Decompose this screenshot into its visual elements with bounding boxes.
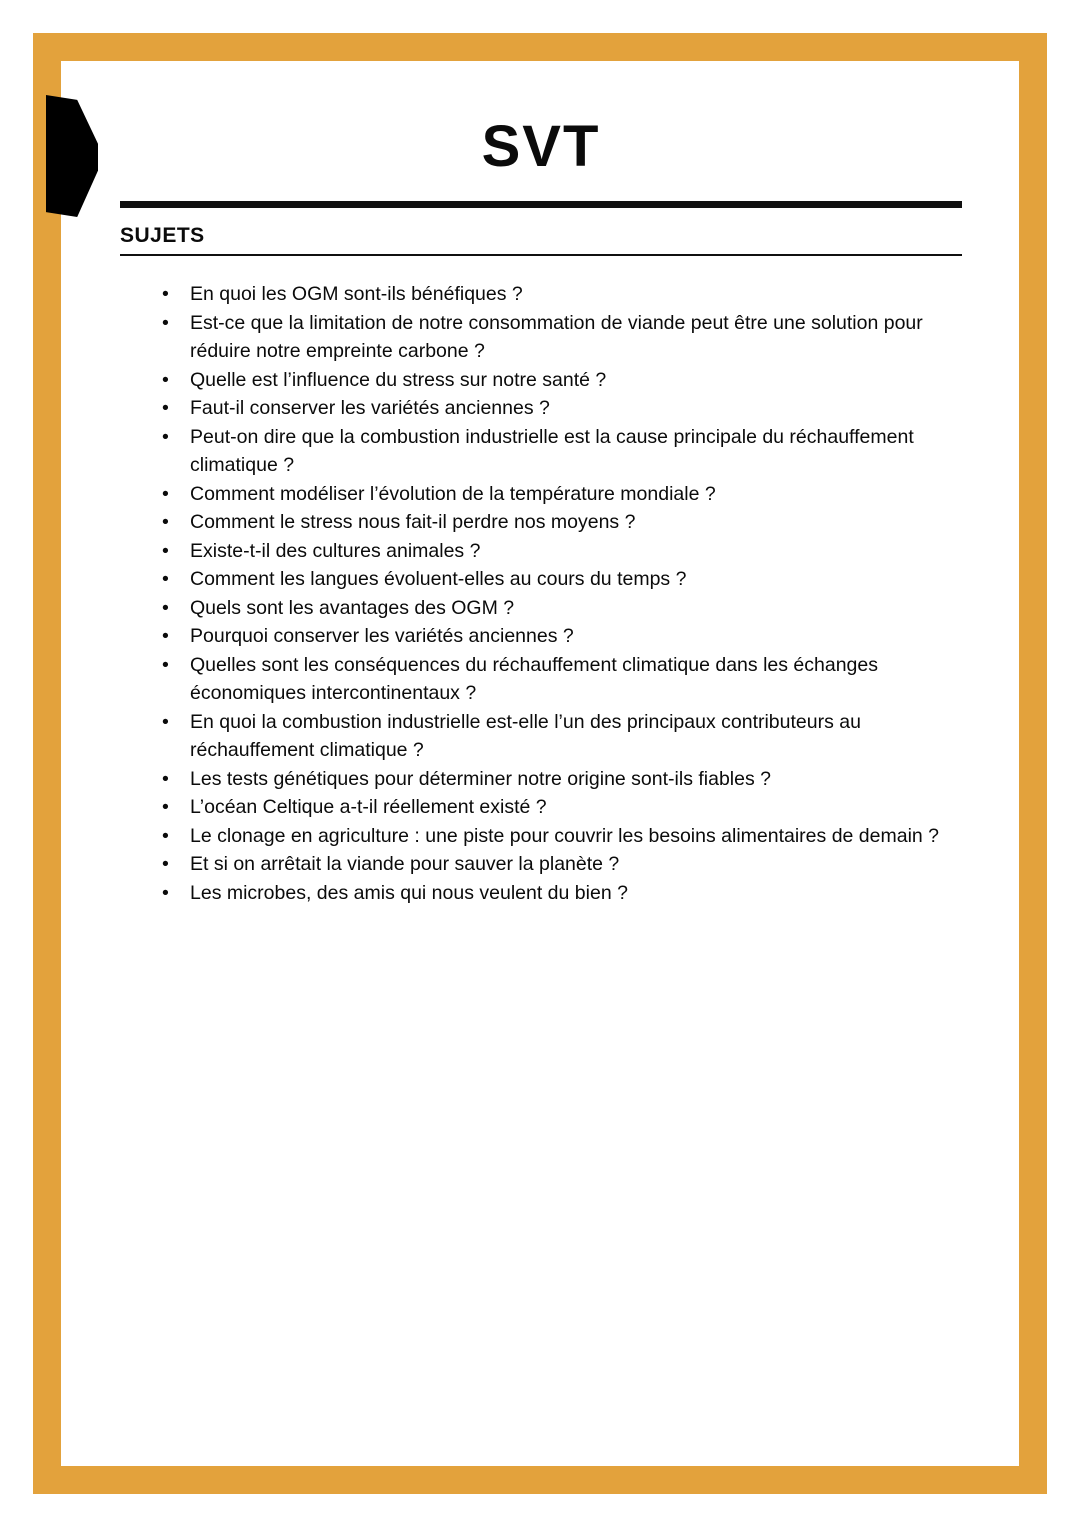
list-item: • Comment les langues évoluent-elles au cours du temps ? — [190, 565, 942, 594]
list-item: • L’océan Celtique a-t-il réellement existé ? — [190, 793, 942, 822]
page-content — [120, 60, 962, 907]
section-heading: SUJETS — [120, 224, 962, 256]
list-item: • Comment modéliser l’évolution de la température mondiale ? — [190, 480, 942, 509]
list-item: • Comment le stress nous fait-il perdre nos moyens ? — [190, 508, 942, 537]
list-item: • Existe-t-il des cultures animales ? — [190, 537, 942, 566]
list-item: • Les microbes, des amis qui nous veulent du bien ? — [190, 879, 942, 908]
list-item: • Quelles sont les conséquences du réchauffement climatique dans les échanges économiques intercontinentaux ? — [190, 651, 942, 708]
list-item: • Pourquoi conserver les variétés anciennes ? — [190, 622, 942, 651]
list-item: • Quels sont les avantages des OGM ? — [190, 594, 942, 623]
subjects-list — [120, 280, 952, 907]
list-item: • Le clonage en agriculture : une piste pour couvrir les besoins alimentaires de demain ? — [190, 822, 942, 851]
list-item: • Est-ce que la limitation de notre consommation de viande peut être une solution pour réduire notre empreinte carbone ? — [190, 309, 942, 366]
list-item: • Les tests génétiques pour déterminer notre origine sont-ils fiables ? — [190, 765, 942, 794]
list-item: • En quoi les OGM sont-ils bénéfiques ? — [190, 280, 942, 309]
list-item: • En quoi la combustion industrielle est-elle l’un des principaux contributeurs au réchauffement climatique ? — [190, 708, 942, 765]
list-item: • Quelle est l’influence du stress sur notre santé ? — [190, 366, 942, 395]
title-divider — [120, 201, 962, 208]
list-item: • Et si on arrêtait la viande pour sauver la planète ? — [190, 850, 942, 879]
list-item: • Faut-il conserver les variétés anciennes ? — [190, 394, 942, 423]
list-item: • Peut-on dire que la combustion industrielle est la cause principale du réchauffement climatique ? — [190, 423, 942, 480]
page-title: SVT — [481, 114, 601, 179]
